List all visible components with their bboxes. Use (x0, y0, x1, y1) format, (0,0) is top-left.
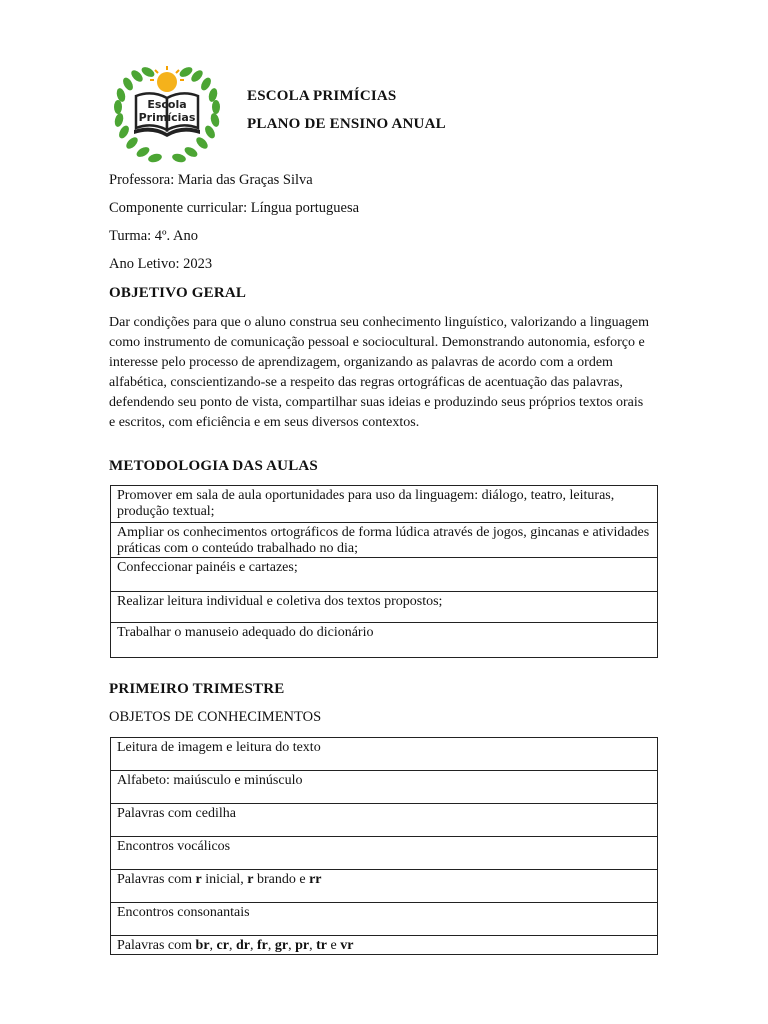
table-cell: Trabalhar o manuseio adequado do dicionário (111, 623, 658, 658)
table-cell: Palavras com cedilha (111, 804, 658, 837)
methodology-heading: METODOLOGIA DAS AULAS (109, 458, 318, 474)
school-logo (108, 60, 226, 168)
cell-bold-text: rr (309, 872, 322, 887)
table-cell (111, 936, 658, 955)
cell-bold-text: tr (316, 938, 327, 953)
table-row (111, 558, 658, 592)
cell-text: Palavras com (117, 872, 196, 887)
table-row (111, 771, 658, 804)
objective-heading: OBJETIVO GERAL (109, 285, 247, 301)
cell-bold-text: vr (340, 938, 354, 953)
table-row (111, 592, 658, 623)
cell-bold-text: dr (235, 938, 250, 953)
cell-text: inicial, (201, 872, 248, 887)
first-trimester-heading: PRIMEIRO TRIMESTRE (109, 681, 285, 697)
table-cell: Encontros consonantais (111, 903, 658, 936)
plan-title: PLANO DE ENSINO ANUAL (247, 116, 446, 132)
cell-text: , (309, 938, 317, 953)
table-cell: Encontros vocálicos (111, 837, 658, 870)
table-row (111, 523, 658, 558)
cell-text: brando e (253, 872, 310, 887)
class-line: Turma: 4º. Ano (109, 228, 198, 244)
cell-text: Palavras com (117, 938, 196, 953)
cell-bold-text: r (247, 872, 254, 887)
cell-text: , (228, 938, 236, 953)
knowledge-objects-subheading: OBJETOS DE CONHECIMENTOS (109, 709, 322, 725)
school-name: ESCOLA PRIMÍCIAS (247, 88, 397, 104)
knowledge-objects-table (110, 737, 658, 955)
cell-bold-text: r (195, 872, 202, 887)
cell-text: , (249, 938, 257, 953)
laurel-book-logo-icon (108, 60, 226, 168)
methodology-table (110, 485, 658, 658)
logo-text-line2: Primícias (138, 111, 196, 124)
table-row (111, 623, 658, 658)
teacher-line: Professora: Maria das Graças Silva (109, 172, 313, 188)
cell-bold-text: br (195, 938, 210, 953)
table-row (111, 738, 658, 771)
table-row (111, 486, 658, 523)
table-row (111, 903, 658, 936)
table-row (111, 804, 658, 837)
cell-bold-text: gr (274, 938, 289, 953)
table-cell: Promover em sala de aula oportunidades para uso da linguagem: diálogo, teatro, leituras, produção textual; (111, 486, 658, 523)
table-row (111, 936, 658, 955)
cell-text: , (209, 938, 217, 953)
logo-text-line1: Escola (147, 98, 187, 111)
table-cell: Leitura de imagem e leitura do texto (111, 738, 658, 771)
cell-bold-text: cr (216, 938, 229, 953)
cell-text: e (326, 938, 341, 953)
year-line: Ano Letivo: 2023 (109, 256, 213, 272)
table-cell: Ampliar os conhecimentos ortográficos de forma lúdica através de jogos, gincanas e atividades práticas com o conteúdo trabalhado no dia; (111, 523, 658, 558)
cell-bold-text: fr (256, 938, 268, 953)
cell-text: , (288, 938, 296, 953)
table-row (111, 870, 658, 903)
sun-icon (150, 66, 184, 92)
subject-line: Componente curricular: Língua portuguesa (109, 200, 360, 216)
table-cell: Alfabeto: maiúsculo e minúsculo (111, 771, 658, 804)
table-cell: Realizar leitura individual e coletiva dos textos propostos; (111, 592, 658, 623)
table-row (111, 837, 658, 870)
table-cell: Confeccionar painéis e cartazes; (111, 558, 658, 592)
table-cell (111, 870, 658, 903)
cell-text: , (267, 938, 275, 953)
cell-bold-text: pr (295, 938, 310, 953)
objective-paragraph: Dar condições para que o aluno construa seu conhecimento linguístico, valorizando a linguagem como instrumento de comunicação pessoal e sociocultural. Demonstrando autonomia, esforço e interesse pelo processo de aprendizagem, organizando as palavras de acordo com a ordem alfabética, conscientizando-se a respeito das regras ortográficas de acentuação das palavras, defendendo seu ponto de vista, compartilhar suas ideias e produzindo seus próprios textos orais e escritos, com eficiência e em seus diversos contextos. (109, 315, 649, 430)
